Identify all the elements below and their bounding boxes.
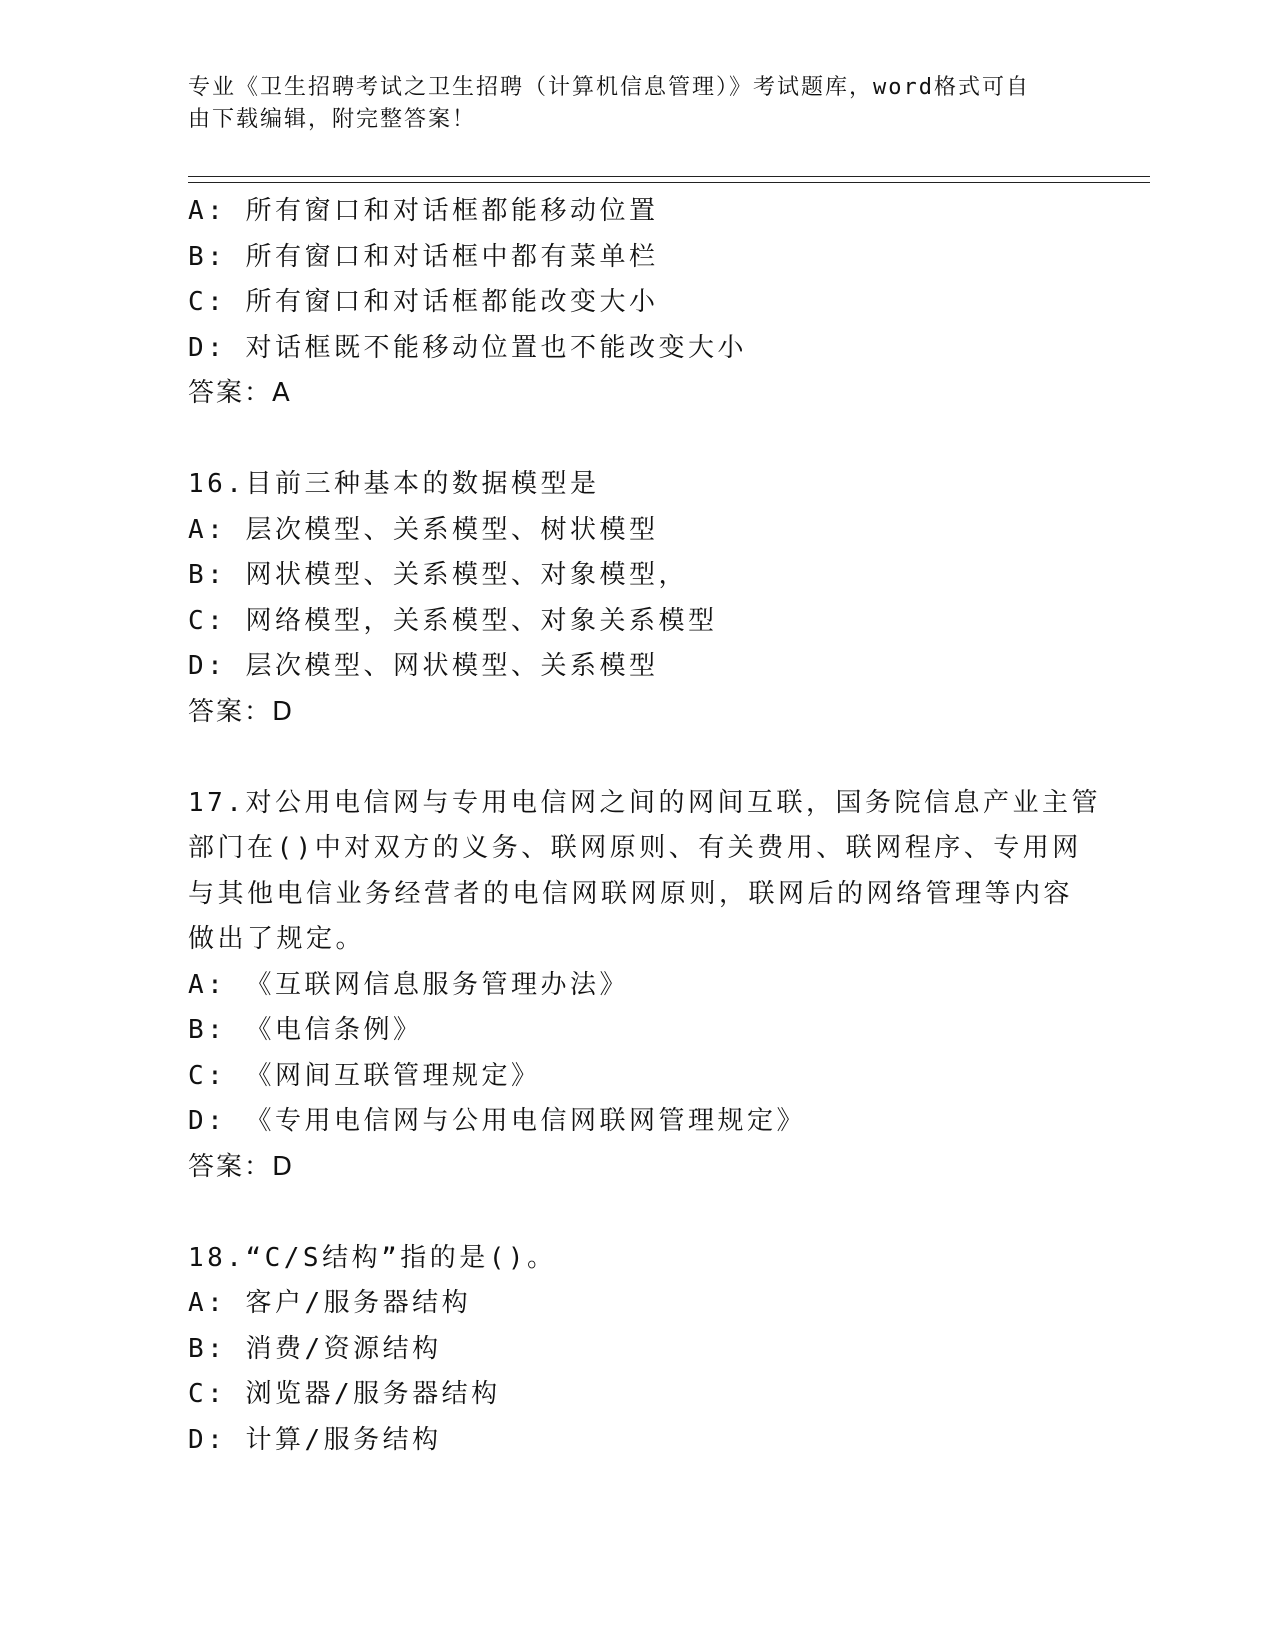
- spacer: [188, 1190, 1088, 1236]
- answer-line: 答案：D: [188, 1151, 295, 1182]
- question-block-16: [188, 462, 1088, 735]
- option-d: D: 对话框既不能移动位置也不能改变大小: [188, 332, 747, 363]
- header-line-2: 由下载编辑，附完整答案！: [188, 107, 477, 132]
- option-c: C: 《网间互联管理规定》: [188, 1060, 541, 1091]
- option-b: B: 消费/资源结构: [188, 1333, 442, 1364]
- option-a: A: 《互联网信息服务管理办法》: [188, 969, 629, 1000]
- option-d: D: 计算/服务结构: [188, 1424, 442, 1455]
- spacer: [188, 417, 1088, 463]
- header-rule-top: [188, 176, 1150, 177]
- question-list: [188, 189, 1101, 1463]
- question-block-18: [188, 1236, 1088, 1464]
- option-a: A: 所有窗口和对话框都能移动位置: [188, 196, 659, 226]
- question-stem-line-1: 17.对公用电信网与专用电信网之间的网间互联，国务院信息产业主管: [188, 787, 1101, 818]
- option-c: C: 网络模型，关系模型、对象关系模型: [188, 605, 718, 636]
- option-a: A: 层次模型、关系模型、树状模型: [188, 514, 659, 545]
- header-rule-bottom: [188, 182, 1150, 183]
- question-stem: 18.“C/S结构”指的是()。: [188, 1242, 557, 1273]
- question-stem-line-3: 与其他电信业务经营者的电信网联网原则，联网后的网络管理等内容: [188, 878, 1074, 909]
- question-stem: 16.目前三种基本的数据模型是: [188, 469, 600, 499]
- document-header: [188, 72, 1068, 136]
- option-d: D: 层次模型、网状模型、关系模型: [188, 651, 659, 681]
- option-b: B: 所有窗口和对话框中都有菜单栏: [188, 241, 659, 272]
- option-c: C: 浏览器/服务器结构: [188, 1379, 501, 1409]
- header-line-1: 专业《卫生招聘考试之卫生招聘（计算机信息管理）》考试题库，word格式可自: [188, 75, 1030, 100]
- option-d: D: 《专用电信网与公用电信网联网管理规定》: [188, 1106, 806, 1136]
- question-block-17: [188, 781, 1101, 1191]
- option-b: B: 《电信条例》: [188, 1015, 423, 1045]
- question-block-15: [188, 189, 1088, 417]
- answer-line: 答案：A: [188, 378, 292, 408]
- question-stem-line-2: 部门在()中对双方的义务、联网原则、有关费用、联网程序、专用网: [188, 833, 1082, 863]
- spacer: [188, 735, 1088, 781]
- option-a: A: 客户/服务器结构: [188, 1288, 472, 1318]
- option-c: C: 所有窗口和对话框都能改变大小: [188, 287, 659, 317]
- answer-line: 答案：D: [188, 696, 295, 727]
- question-stem-line-4: 做出了规定。: [188, 924, 366, 954]
- option-b: B: 网状模型、关系模型、对象模型，: [188, 560, 688, 590]
